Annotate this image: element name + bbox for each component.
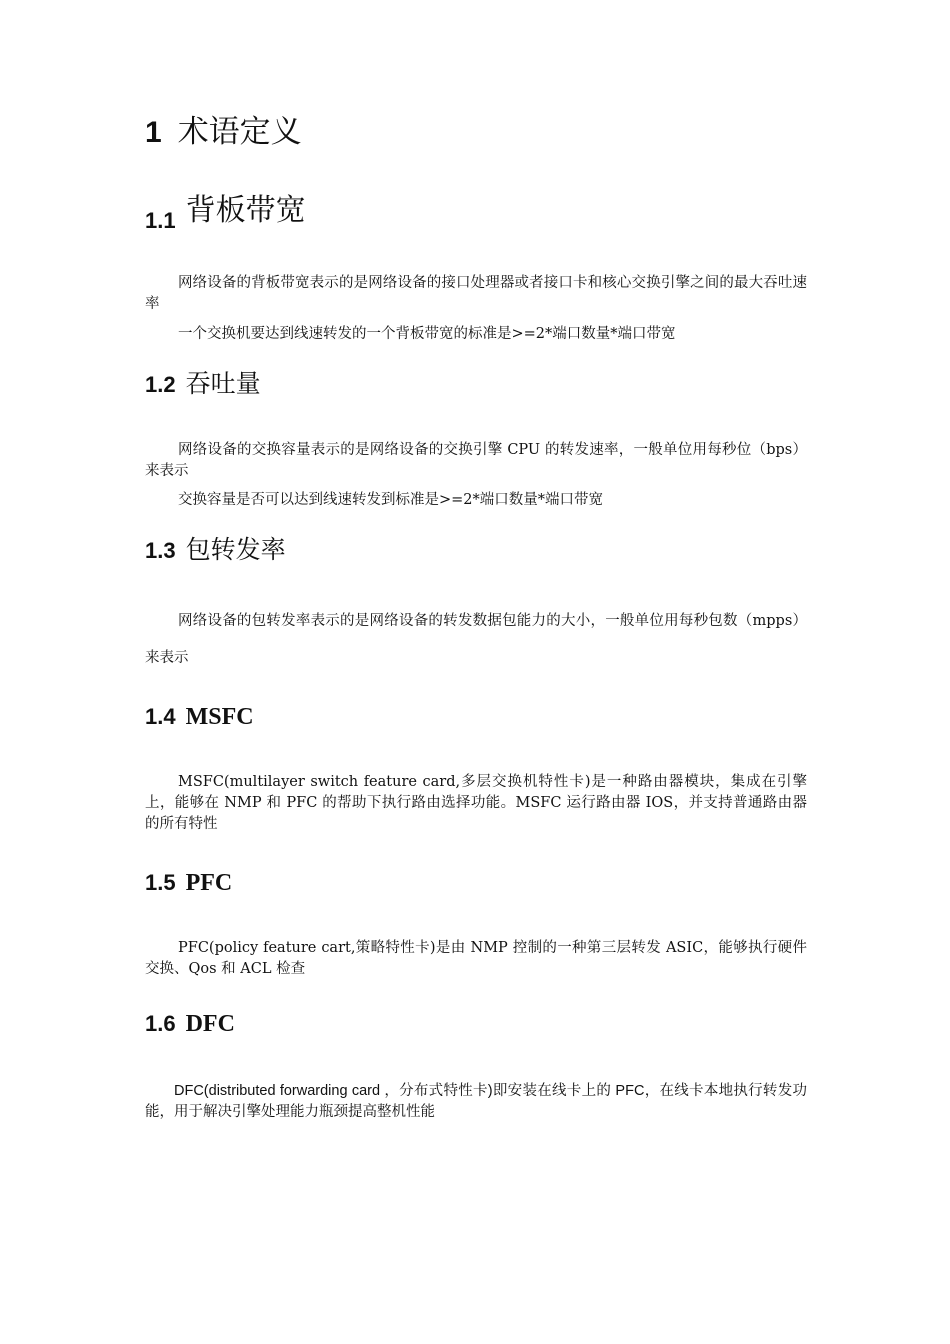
paragraph: 网络设备的交换容量表示的是网络设备的交换引擎 CPU 的转发速率，一般单位用每秒位（bps）来表示	[145, 442, 807, 479]
heading-1	[145, 112, 302, 153]
paragraph: PFC(policy feature cart,策略特性卡)是由 NMP 控制的一种第三层转发 ASIC，能够执行硬件交换、Qos 和 ACL 检查	[145, 940, 807, 977]
heading-number: 1.5	[145, 870, 176, 895]
heading-1-1	[145, 194, 306, 238]
heading-number: 1.3	[145, 538, 176, 563]
paragraph: 交换容量是否可以达到线速转发到标准是>=2*端口数量*端口带宽	[178, 492, 604, 508]
paragraph: 网络设备的背板带宽表示的是网络设备的接口处理器或者接口卡和核心交换引擎之间的最大吞吐速率	[145, 275, 807, 312]
heading-title: DFC	[185, 1011, 235, 1037]
heading-1-5	[145, 866, 232, 902]
heading-1-2	[145, 367, 261, 404]
heading-title: PFC	[185, 870, 233, 896]
heading-number: 1.6	[145, 1011, 176, 1036]
heading-number: 1	[145, 116, 162, 149]
heading-title: 术语定义	[177, 114, 302, 150]
heading-1-6	[145, 1007, 235, 1043]
paragraph: 一个交换机要达到线速转发的一个背板带宽的标准是>=2*端口数量*端口带宽	[178, 326, 676, 342]
heading-title: 包转发率	[185, 535, 286, 564]
paragraph: MSFC(multilayer switch feature card,多层交换机特性卡)是一种路由器模块，集成在引擎上，能够在 NMP 和 PFC 的帮助下执行路由选择功能。MSFC 运行路由器 IOS，并支持普通路由器的所有特性	[145, 774, 807, 832]
heading-number: 1.1	[145, 208, 176, 233]
heading-1-3	[145, 533, 286, 570]
heading-title: 吞吐量	[185, 369, 261, 398]
heading-1-4	[145, 700, 254, 736]
heading-title: MSFC	[185, 704, 254, 730]
paragraph: DFC(distributed forwarding card ，分布式特性卡)即安装在线卡上的 PFC，在线卡本地执行转发功能，用于解决引擎处理能力瓶颈提高整机性能	[145, 1083, 807, 1120]
paragraph: 网络设备的包转发率表示的是网络设备的转发数据包能力的大小，一般单位用每秒包数（mpps）来表示	[145, 613, 807, 666]
heading-number: 1.2	[145, 372, 176, 397]
heading-title: 背板带宽	[185, 193, 306, 228]
heading-number: 1.4	[145, 704, 176, 729]
